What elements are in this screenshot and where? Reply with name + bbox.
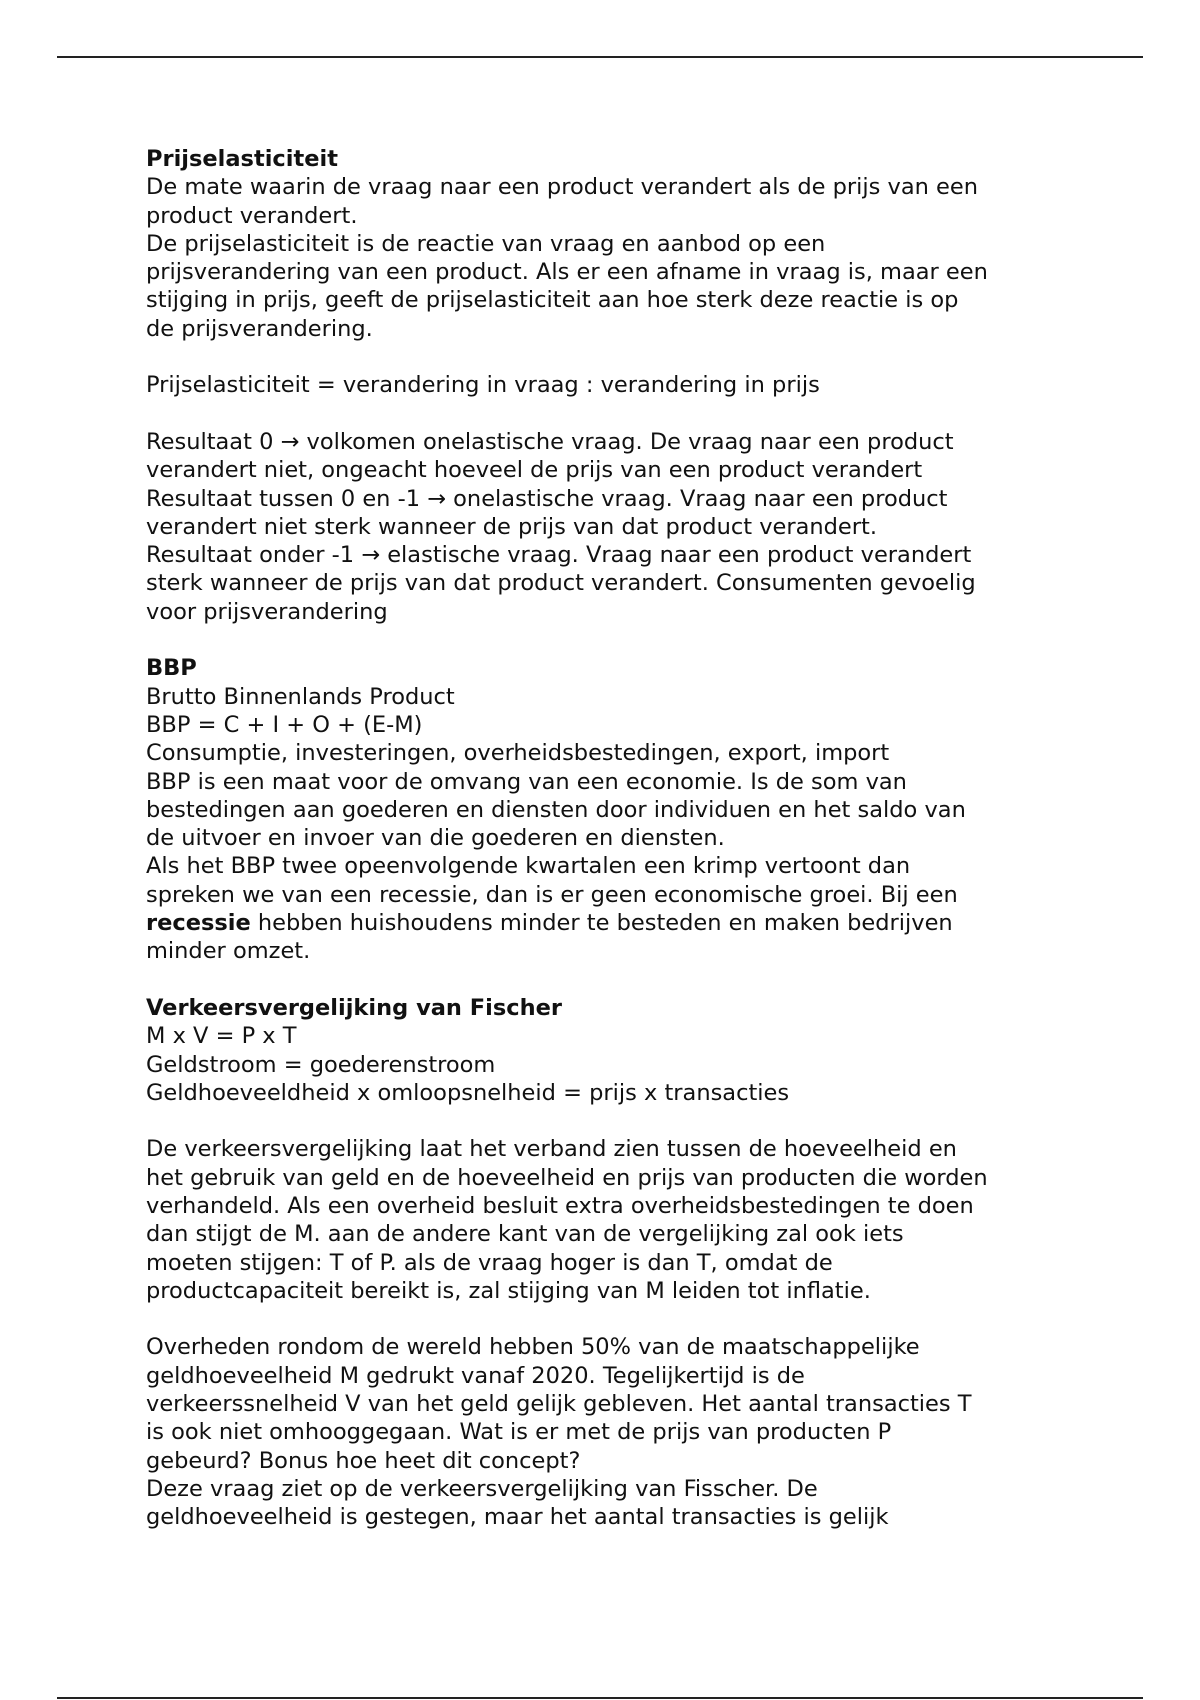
- text-line: De mate waarin de vraag naar een product verandert als de prijs van een: [146, 174, 978, 201]
- text-line-with-bold: [146, 909, 1076, 937]
- text-line: Geldhoeveeldheid x omloopsnelheid = prijs x transacties: [146, 1079, 790, 1106]
- text-line: BBP = C + I + O + (E-M): [146, 711, 423, 738]
- blank-line: [146, 343, 1076, 371]
- result-line: verandert niet sterk wanneer de prijs van dat product verandert.: [146, 513, 877, 540]
- result-line: Resultaat onder -1 → elastische vraag. Vraag naar een product verandert: [146, 542, 972, 569]
- document-body: [146, 145, 1076, 1532]
- text-line: productcapaciteit bereikt is, zal stijging van M leiden tot inflatie.: [146, 1277, 871, 1304]
- result-line: sterk wanneer de prijs van dat product verandert. Consumenten gevoelig: [146, 570, 976, 597]
- blank-line: [146, 626, 1076, 654]
- blank-line: [146, 400, 1076, 428]
- formula-line: M x V = P x T: [146, 1023, 297, 1050]
- text-line: Brutto Binnenlands Product: [146, 683, 455, 710]
- text-line: Overheden rondom de wereld hebben 50% van de maatschappelijke: [146, 1334, 920, 1361]
- text-line: moeten stijgen: T of P. als de vraag hoger is dan T, omdat de: [146, 1249, 833, 1276]
- text-line: BBP is een maat voor de omvang van een economie. Is de som van: [146, 768, 907, 795]
- text-line: gebeurd? Bonus hoe heet dit concept?: [146, 1447, 581, 1474]
- text-line: prijsverandering van een product. Als er een afname in vraag is, maar een: [146, 259, 988, 286]
- text-line: geldhoeveelheid M gedrukt vanaf 2020. Tegelijkertijd is de: [146, 1362, 805, 1389]
- result-line: verandert niet, ongeacht hoeveel de prijs van een product verandert: [146, 457, 923, 484]
- text-line: De verkeersvergelijking laat het verband zien tussen de hoeveelheid en: [146, 1136, 957, 1163]
- text-line: product verandert.: [146, 202, 358, 229]
- blank-line: [146, 966, 1076, 994]
- text-line: Geldstroom = goederenstroom: [146, 1051, 496, 1078]
- blank-line: [146, 1305, 1076, 1333]
- text-line: het gebruik van geld en de hoeveelheid en prijs van producten die worden: [146, 1164, 988, 1191]
- text-line: geldhoeveelheid is gestegen, maar het aantal transacties is gelijk: [146, 1504, 889, 1531]
- text-line: dan stijgt de M. aan de andere kant van de vergelijking zal ook iets: [146, 1221, 904, 1248]
- heading-bbp: BBP: [146, 655, 197, 682]
- bold-recessie: recessie: [146, 910, 251, 937]
- formula-line: Prijselasticiteit = verandering in vraag : verandering in prijs: [146, 372, 820, 399]
- heading-prijselasticiteit: Prijselasticiteit: [146, 146, 338, 172]
- blank-line: [146, 1107, 1076, 1135]
- text-line: Deze vraag ziet op de verkeersvergelijking van Fisscher. De: [146, 1475, 818, 1502]
- text-line: de uitvoer en invoer van die goederen en diensten.: [146, 825, 725, 852]
- result-line: Resultaat tussen 0 en -1 → onelastische vraag. Vraag naar een product: [146, 485, 948, 512]
- top-rule: [57, 56, 1143, 58]
- text-line: verkeerssnelheid V van het geld gelijk gebleven. Het aantal transacties T: [146, 1391, 972, 1418]
- text-line: stijging in prijs, geeft de prijselasticiteit aan hoe sterk deze reactie is op: [146, 287, 959, 314]
- text-line: bestedingen aan goederen en diensten door individuen en het saldo van: [146, 796, 966, 823]
- result-line: Resultaat 0 → volkomen onelastische vraag. De vraag naar een product: [146, 428, 954, 455]
- text-line: minder omzet.: [146, 938, 311, 965]
- text-line: Als het BBP twee opeenvolgende kwartalen een krimp vertoont dan: [146, 853, 911, 880]
- text-line: verhandeld. Als een overheid besluit extra overheidsbestedingen te doen: [146, 1192, 974, 1219]
- text-line: is ook niet omhooggegaan. Wat is er met de prijs van producten P: [146, 1419, 892, 1446]
- heading-verkeersvergelijking: Verkeersvergelijking van Fischer: [146, 994, 562, 1021]
- result-line: voor prijsverandering: [146, 598, 388, 625]
- text-line: De prijselasticiteit is de reactie van vraag en aanbod op een: [146, 230, 826, 257]
- text-line: Consumptie, investeringen, overheidsbestedingen, export, import: [146, 740, 890, 767]
- text-line: spreken we van een recessie, dan is er geen economische groei. Bij een: [146, 881, 958, 908]
- text-line: de prijsverandering.: [146, 315, 373, 342]
- text-fragment: hebben huishoudens minder te besteden en maken bedrijven: [250, 910, 953, 937]
- bottom-rule: [57, 1697, 1143, 1699]
